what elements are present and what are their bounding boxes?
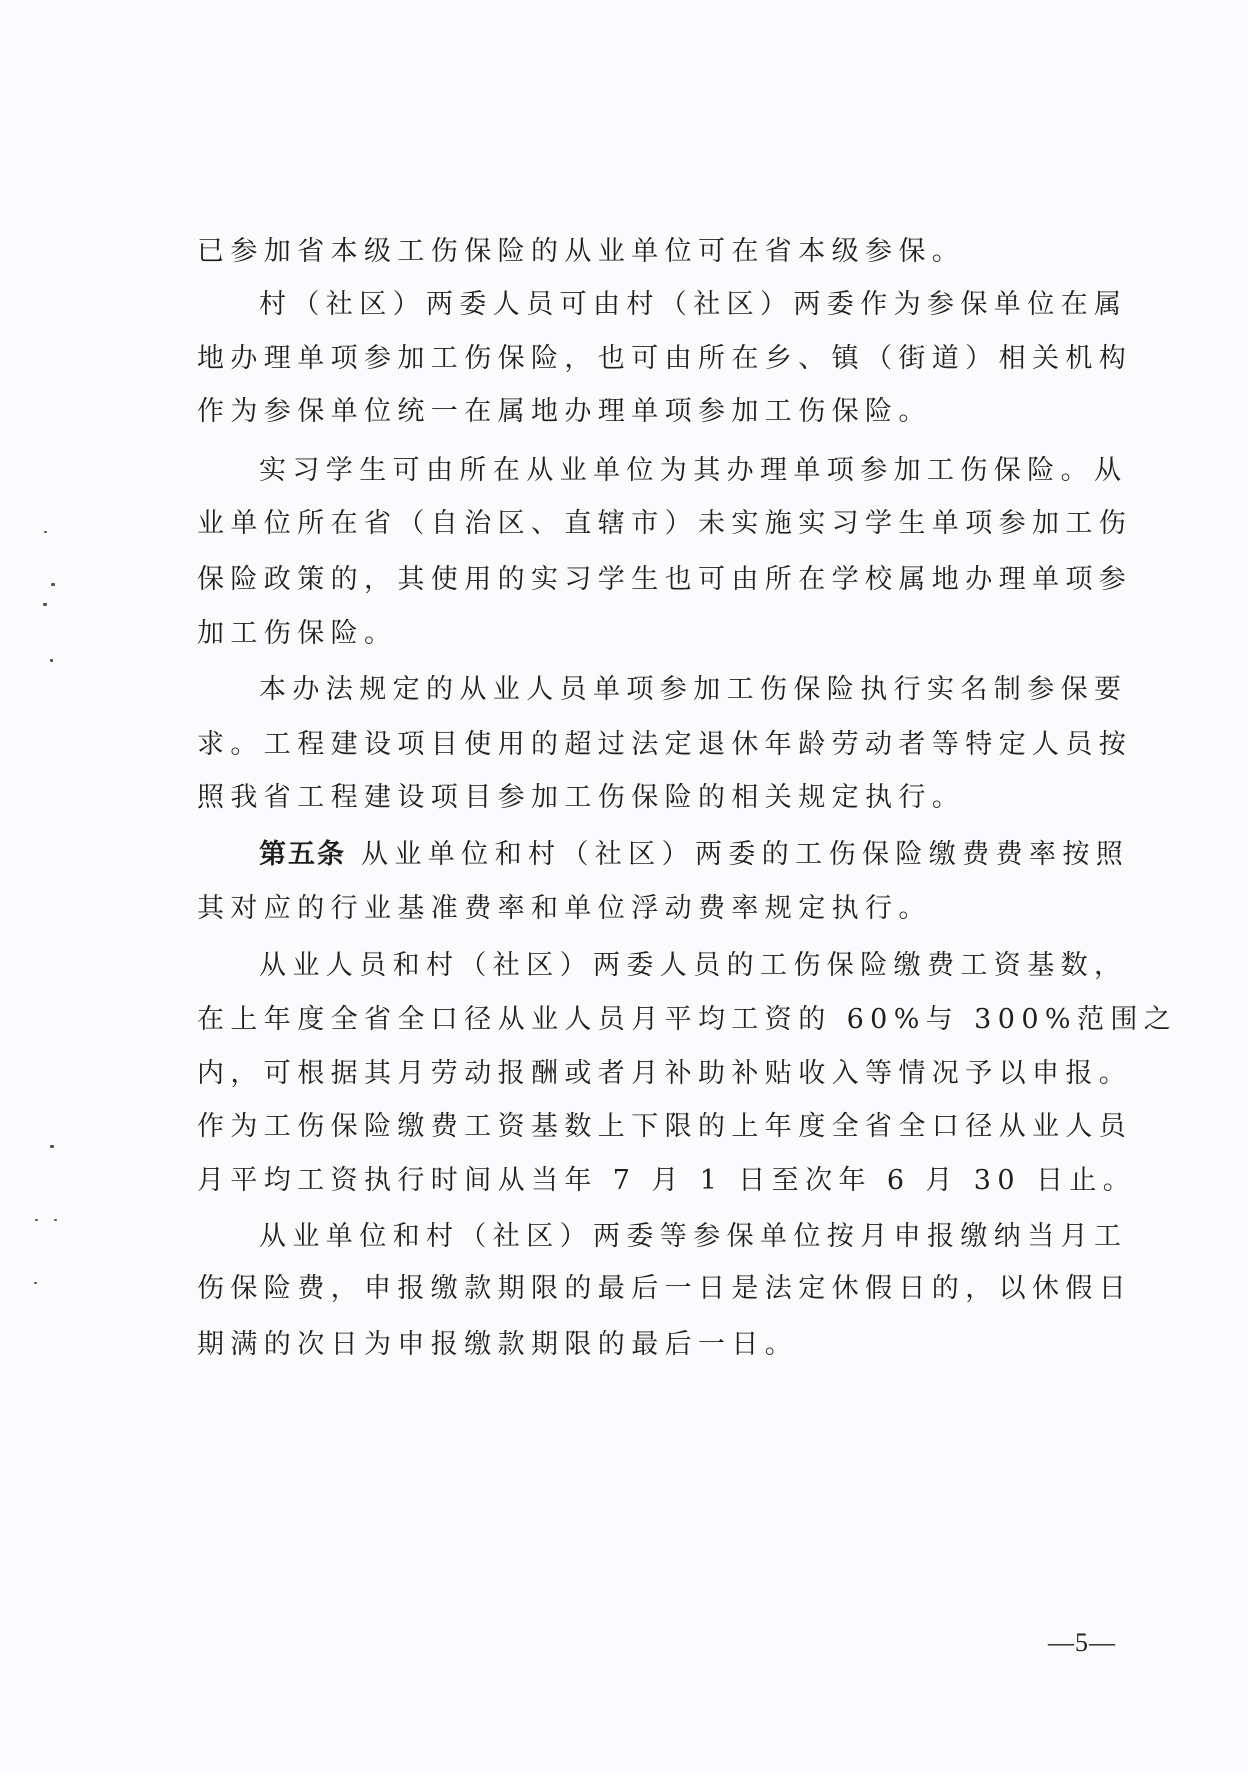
- text-line: 作为工伤保险缴费工资基数上下限的上年度全省全口径从业人员: [197, 1111, 1133, 1142]
- text-line: 照我省工程建设项目参加工伤保险的相关规定执行。: [197, 782, 966, 813]
- text-line: 伤保险费，申报缴款期限的最后一日是法定休假日的，以休假日: [197, 1273, 1133, 1304]
- text-line: 地办理单项参加工伤保险，也可由所在乡、镇（街道）相关机构: [197, 343, 1133, 374]
- text-line: 月平均工资执行时间从当年 7 月 1 日至次年 6 月 30 日止。: [197, 1165, 1137, 1196]
- text-line: 本办法规定的从业人员单项参加工伤保险执行实名制参保要: [259, 674, 1128, 705]
- text-line: 从业单位和村（社区）两委等参保单位按月申报缴纳当月工: [259, 1221, 1128, 1252]
- text-segment: 从业单位和村（社区）两委的工伤保险缴费费率按照: [346, 839, 1130, 870]
- article-line: [259, 835, 1179, 875]
- scan-speck: [50, 659, 53, 662]
- text-line: 实习学生可由所在从业单位为其办理单项参加工伤保险。从: [259, 455, 1128, 486]
- text-line: 业单位所在省（自治区、直辖市）未实施实习学生单项参加工伤: [197, 508, 1133, 539]
- scan-speck: [44, 531, 47, 533]
- scan-speck: [35, 1219, 38, 1221]
- scan-speck: [50, 1145, 54, 1148]
- text-line: 村（社区）两委人员可由村（社区）两委作为参保单位在属: [259, 289, 1128, 320]
- page-number: —5—: [1048, 1628, 1116, 1657]
- text-line: 作为参保单位统一在属地办理单项参加工伤保险。: [197, 396, 932, 427]
- text-line: 求。工程建设项目使用的超过法定退休年龄劳动者等特定人员按: [197, 729, 1133, 760]
- text-line: 其对应的行业基准费率和单位浮动费率规定执行。: [197, 893, 932, 924]
- scan-speck: [34, 1282, 37, 1284]
- text-line: 期满的次日为申报缴款期限的最后一日。: [197, 1329, 799, 1360]
- text-line: 保险政策的，其使用的实习学生也可由所在学校属地办理单项参: [197, 564, 1133, 595]
- scan-speck: [51, 583, 55, 586]
- scan-speck: [54, 1219, 57, 1221]
- text-line: 已参加省本级工伤保险的从业单位可在省本级参保。: [197, 236, 966, 267]
- text-line: 从业人员和村（社区）两委人员的工伤保险缴费工资基数，: [259, 950, 1128, 981]
- text-line: 在上年度全省全口径从业人员月平均工资的 60%与 300%范围之: [197, 1004, 1178, 1035]
- text-line: 加工伤保险。: [197, 618, 398, 649]
- article-label: 第五条: [259, 839, 346, 870]
- scan-speck: [43, 603, 47, 606]
- text-line: 内，可根据其月劳动报酬或者月补助补贴收入等情况予以申报。: [197, 1058, 1133, 1089]
